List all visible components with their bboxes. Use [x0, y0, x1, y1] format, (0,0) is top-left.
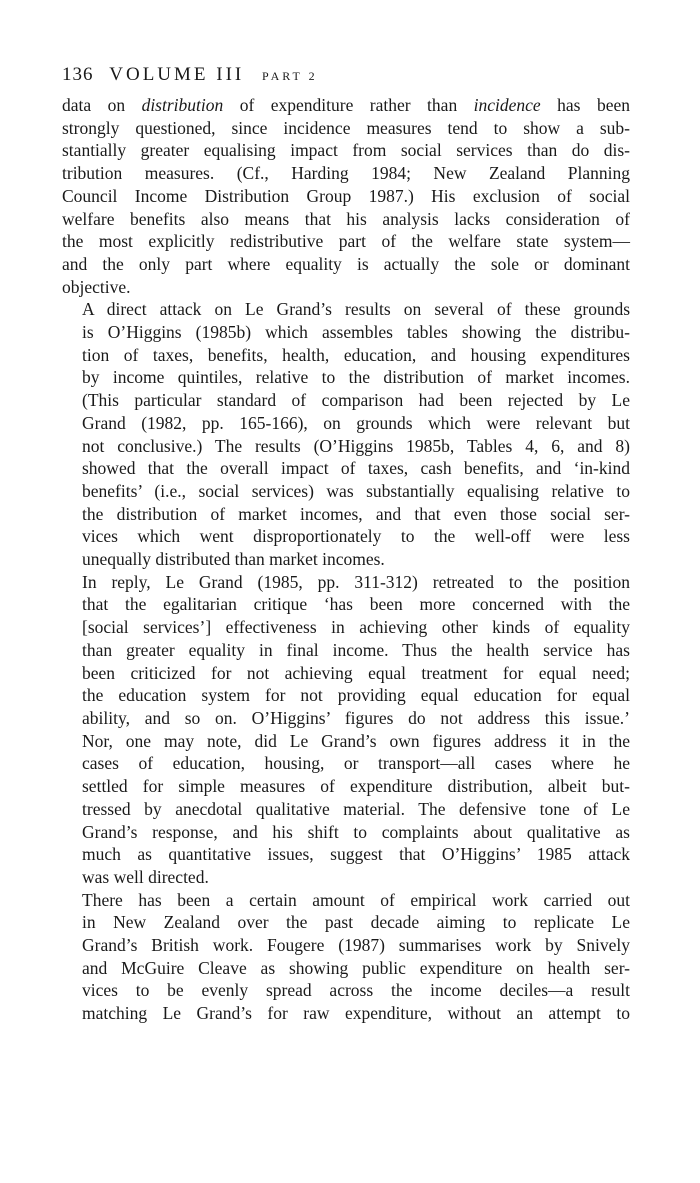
text-line: by income quintiles, relative to the distribution of market incomes. [82, 367, 630, 388]
text-line: the distribution of market incomes, and that even those social ser- [82, 503, 630, 524]
text-line: Grand’s response, and his shift to complaints about qualitative as [82, 821, 630, 842]
text-line: been criticized for not achieving equal treatment for equal need; [82, 662, 630, 683]
paragraph [62, 889, 630, 1025]
emphasis-text: distribution [141, 95, 224, 115]
text-line: A direct attack on Le Grand’s results on several of these grounds [82, 299, 630, 320]
text-line: Nor, one may note, did Le Grand’s own figures address it in the [82, 730, 630, 751]
text-line: tribution measures. (Cf., Harding 1984; New Zealand Planning [62, 163, 630, 184]
volume-label: VOLUME III [109, 64, 245, 85]
paragraph [62, 571, 630, 889]
text-line: in New Zealand over the past decade aiming to replicate Le [82, 912, 630, 933]
text-line: is O’Higgins (1985b) which assembles tables showing the distribu- [82, 322, 630, 343]
text-line: and the only part where equality is actually the sole or dominant [62, 253, 630, 274]
part-label: PART 2 [262, 69, 318, 83]
text-line: the education system for not providing equal education for equal [82, 685, 630, 706]
paragraph [62, 298, 630, 570]
text-line: strongly questioned, since incidence measures tend to show a sub- [62, 117, 630, 138]
text-line: unequally distributed than market incomes. [82, 549, 385, 570]
text-line: There has been a certain amount of empirical work carried out [82, 889, 630, 910]
book-page [62, 62, 630, 1025]
text-line: matching Le Grand’s for raw expenditure, without an attempt to [82, 1003, 630, 1024]
text-line: that the egalitarian critique ‘has been more concerned with the [82, 594, 630, 615]
text-line: data on distribution of expenditure rather than incidence has been [62, 95, 630, 115]
text-line: the most explicitly redistributive part of the welfare state system— [62, 231, 630, 252]
text-line: much as quantitative issues, suggest that O’Higgins’ 1985 attack [82, 844, 630, 865]
paragraph [62, 94, 630, 298]
text-line: welfare benefits also means that his analysis lacks consideration of [62, 208, 630, 229]
page-number: 136 [62, 64, 94, 85]
text-line: objective. [62, 276, 131, 297]
running-head [62, 62, 630, 89]
text-line: settled for simple measures of expenditure distribution, albeit but- [82, 776, 630, 797]
text-line: Grand (1982, pp. 165-166), on grounds which were relevant but [82, 412, 630, 433]
body-text [62, 94, 630, 1025]
text-line: cases of education, housing, or transport—all cases where he [82, 753, 630, 774]
text-line: tion of taxes, benefits, health, education, and housing expenditures [82, 344, 630, 365]
text-line: (This particular standard of comparison had been rejected by Le [82, 390, 630, 411]
text-line: vices which went disproportionately to the well-off were less [82, 526, 630, 547]
text-line: ability, and so on. O’Higgins’ figures do not address this issue.’ [82, 707, 630, 728]
text-line: tressed by anecdotal qualitative material. The defensive tone of Le [82, 798, 630, 819]
text-line: was well directed. [82, 866, 209, 887]
text-line: showed that the overall impact of taxes, cash benefits, and ‘in-kind [82, 458, 630, 479]
text-line: Council Income Distribution Group 1987.) His exclusion of social [62, 185, 630, 206]
text-line: not conclusive.) The results (O’Higgins 1985b, Tables 4, 6, and 8) [82, 435, 630, 456]
text-line: In reply, Le Grand (1985, pp. 311-312) retreated to the position [82, 571, 630, 592]
text-line: [social services’] effectiveness in achieving other kinds of equality [82, 617, 630, 638]
text-line: and McGuire Cleave as showing public expenditure on health ser- [82, 957, 630, 978]
text-line: Grand’s British work. Fougere (1987) summarises work by Snively [82, 935, 630, 956]
text-line: vices to be evenly spread across the income deciles—a result [82, 980, 630, 1001]
text-line: than greater equality in final income. Thus the health service has [82, 639, 630, 660]
text-line: benefits’ (i.e., social services) was substantially equalising relative to [82, 480, 630, 501]
emphasis-text: incidence [473, 95, 541, 115]
text-line: stantially greater equalising impact from social services than do dis- [62, 140, 630, 161]
